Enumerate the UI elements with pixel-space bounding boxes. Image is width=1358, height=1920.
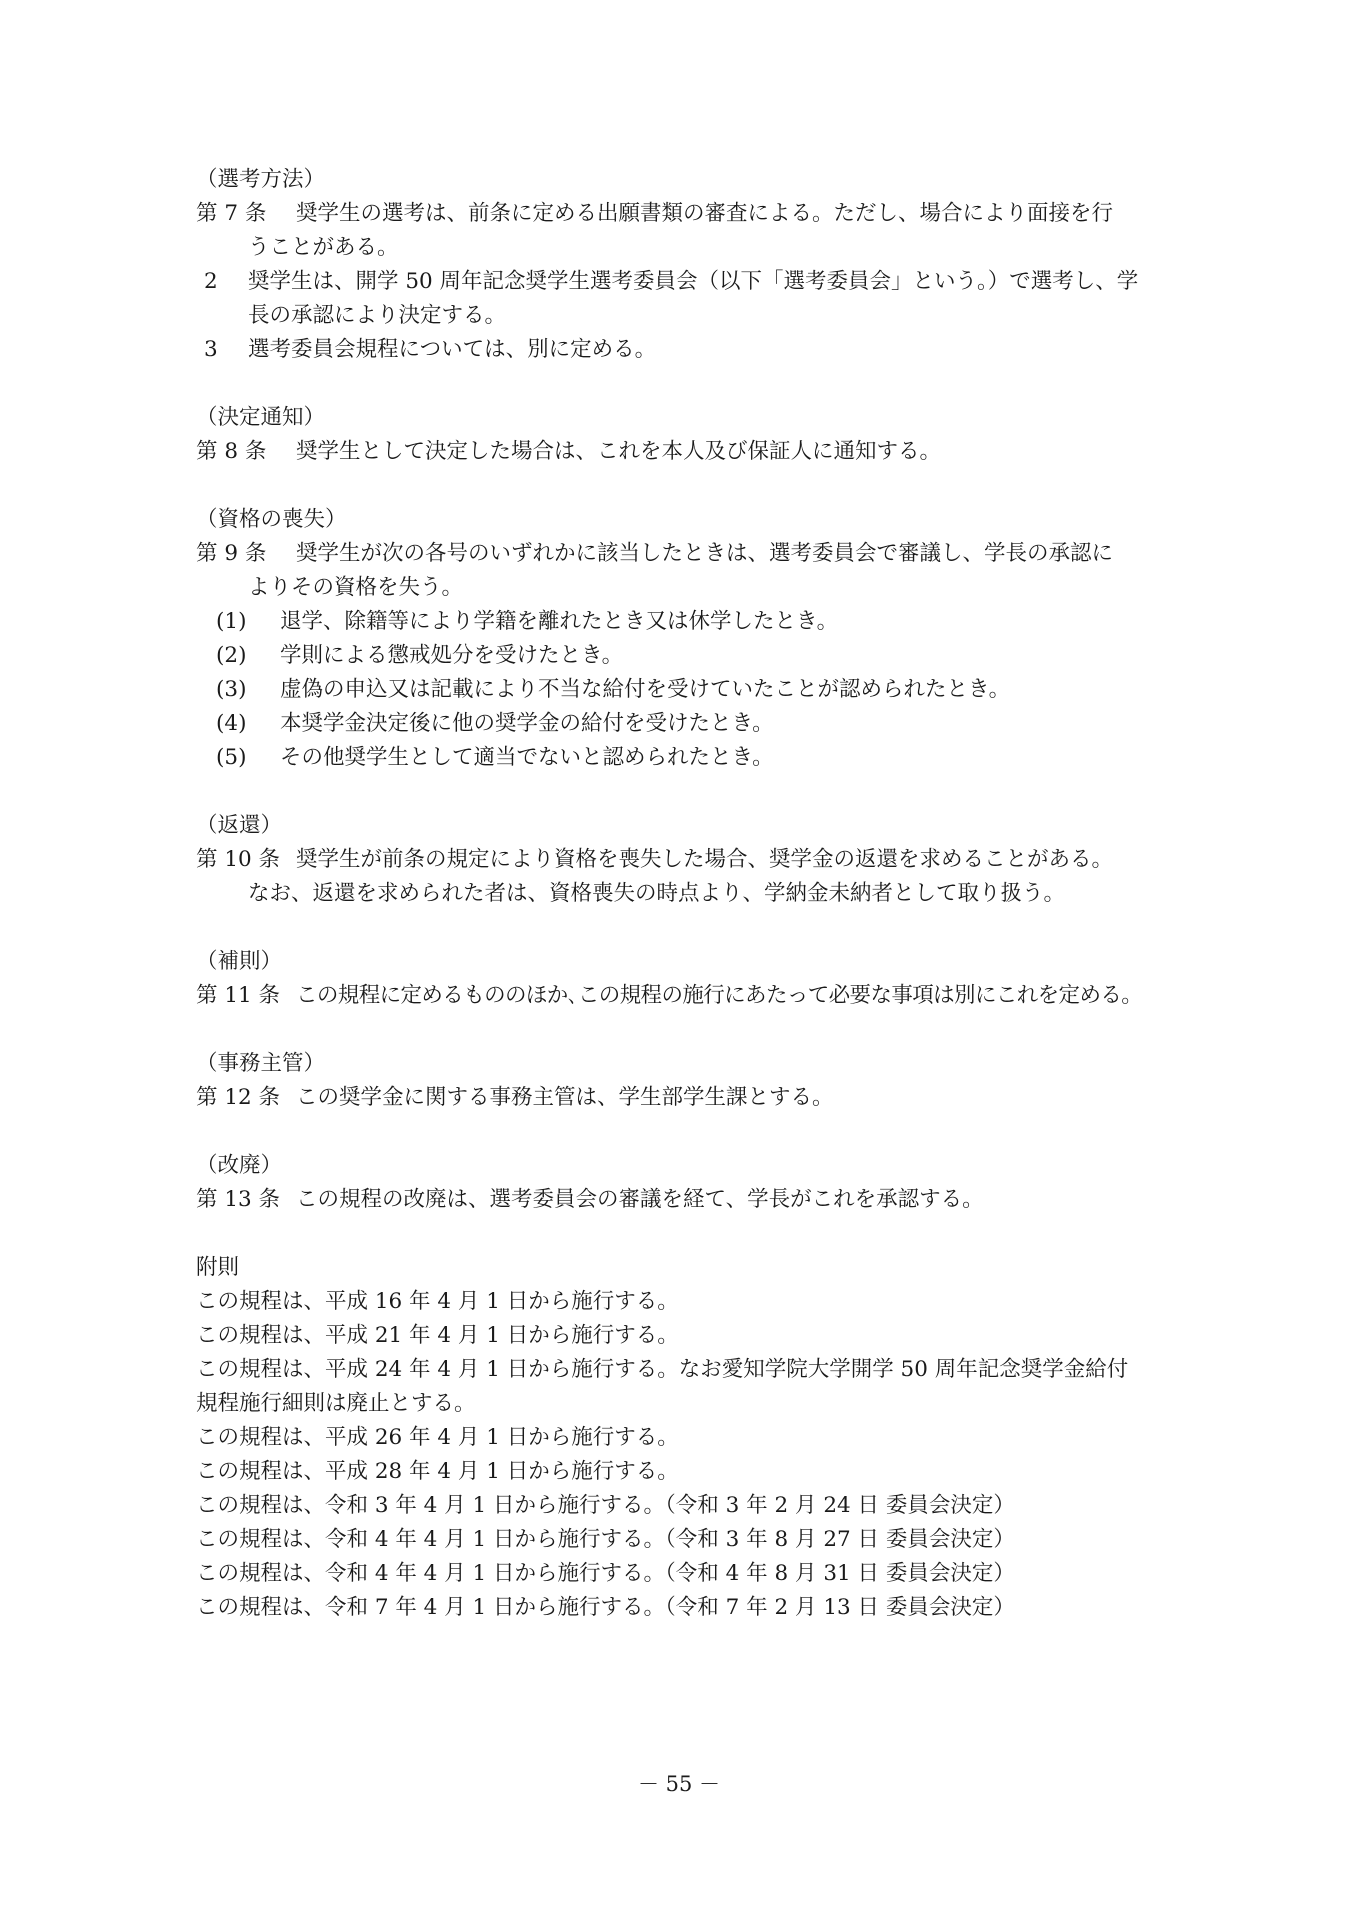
article-12-heading: （事務主管）: [196, 1051, 326, 1076]
list-item: [196, 605, 1196, 639]
page-number: － 55 －: [637, 1772, 721, 1796]
article-13-line-1: [196, 1183, 1196, 1217]
supplementary-line: この規程は、令和 3 年 4 月 1 日から施行する。（令和 3 年 2 月 24 日 委員会決定）: [196, 1493, 1015, 1518]
article-7-text-1: 奨学生の選考は、前条に定める出願書類の審査による。ただし、場合により面接を行: [296, 201, 1114, 226]
supplementary-line: 規程施行細則は廃止とする。: [196, 1391, 476, 1416]
item-text: 本奨学金決定後に他の奨学金の給付を受けたとき。: [280, 711, 774, 736]
article-10-number: 第 10 条: [196, 847, 281, 872]
item-text: 退学、除籍等により学籍を離れたとき又は休学したとき。: [280, 609, 839, 634]
article-11-heading: （補則）: [196, 949, 283, 974]
supplementary-line: この規程は、平成 28 年 4 月 1 日から施行する。: [196, 1459, 679, 1484]
supplementary-heading: 附則: [196, 1255, 240, 1280]
article-7-heading: （選考方法）: [196, 167, 326, 192]
article-10-line-2: なお、返還を求められた者は、資格喪失の時点より、学納金未納者として取り扱う。: [248, 881, 1066, 906]
supplementary-line: この規程は、平成 21 年 4 月 1 日から施行する。: [196, 1323, 679, 1348]
list-item: [196, 639, 1196, 673]
article-12-number: 第 12 条: [196, 1085, 281, 1110]
article-13-text: この規程の改廃は、選考委員会の審議を経て、学長がこれを承認する。: [296, 1187, 984, 1212]
article-10-text-1: 奨学生が前条の規定により資格を喪失した場合、奨学金の返還を求めることがある。: [296, 847, 1114, 872]
article-10-line-1: [196, 843, 1196, 877]
item-text: その他奨学生として適当でないと認められたとき。: [280, 745, 774, 770]
article-7-paragraph-2-line-2: 長の承認により決定する。: [248, 303, 507, 328]
article-13-number: 第 13 条: [196, 1187, 281, 1212]
paragraph-3-text: 選考委員会規程については、別に定める。: [248, 337, 657, 362]
item-number: (3): [216, 677, 247, 702]
supplementary-line: この規程は、令和 4 年 4 月 1 日から施行する。（令和 3 年 8 月 27 日 委員会決定）: [196, 1527, 1015, 1552]
article-8-heading: （決定通知）: [196, 405, 326, 430]
article-7-line-1: [196, 197, 1196, 231]
list-item: [196, 741, 1196, 775]
item-number: (5): [216, 745, 247, 770]
list-item: [196, 673, 1196, 707]
article-9-text-1: 奨学生が次の各号のいずれかに該当したときは、選考委員会で審議し、学長の承認に: [296, 541, 1114, 566]
article-9-line-2: よりその資格を失う。: [248, 575, 464, 600]
list-item: [196, 707, 1196, 741]
item-text: 学則による懲戒処分を受けたとき。: [280, 643, 624, 668]
article-11-line-1: [196, 979, 1196, 1013]
article-7-paragraph-3: [196, 333, 1196, 367]
article-9-line-1: [196, 537, 1196, 571]
article-8-text: 奨学生として決定した場合は、これを本人及び保証人に通知する。: [296, 439, 942, 464]
item-text: 虚偽の申込又は記載により不当な給付を受けていたことが認められたとき。: [280, 677, 1011, 702]
article-12-line-1: [196, 1081, 1196, 1115]
item-number: (1): [216, 609, 247, 634]
article-7-line-2: うことがある。: [248, 235, 399, 260]
supplementary-line: この規程は、令和 7 年 4 月 1 日から施行する。（令和 7 年 2 月 13 日 委員会決定）: [196, 1595, 1015, 1620]
paragraph-2-number: 2: [204, 269, 218, 294]
supplementary-line: この規程は、平成 26 年 4 月 1 日から施行する。: [196, 1425, 679, 1450]
article-7-paragraph-2: [196, 265, 1196, 299]
supplementary-line: この規程は、平成 24 年 4 月 1 日から施行する。なお愛知学院大学開学 50 周年記念奨学金給付: [196, 1357, 1129, 1382]
paragraph-3-number: 3: [204, 337, 218, 362]
document-page: [196, 0, 1196, 1625]
item-number: (4): [216, 711, 247, 736]
article-8-number: 第 8 条: [196, 439, 267, 464]
item-number: (2): [216, 643, 247, 668]
article-13-heading: （改廃）: [196, 1153, 283, 1178]
supplementary-line: この規程は、平成 16 年 4 月 1 日から施行する。: [196, 1289, 679, 1314]
supplementary-line: この規程は、令和 4 年 4 月 1 日から施行する。（令和 4 年 8 月 31 日 委員会決定）: [196, 1561, 1015, 1586]
article-11-text: この規程に定めるもののほか､この規程の施行にあたって必要な事項は別にこれを定める。: [296, 983, 1143, 1008]
article-12-text: この奨学金に関する事務主管は、学生部学生課とする。: [296, 1085, 834, 1110]
article-7-number: 第 7 条: [196, 201, 267, 226]
article-10-heading: （返還）: [196, 813, 283, 838]
article-9-heading: （資格の喪失）: [196, 507, 347, 532]
paragraph-2-text-1: 奨学生は、開学 50 周年記念奨学生選考委員会（以下「選考委員会」という。）で選考し、学: [248, 269, 1139, 294]
article-11-number: 第 11 条: [196, 983, 281, 1008]
article-9-number: 第 9 条: [196, 541, 267, 566]
article-8-line-1: [196, 435, 1196, 469]
